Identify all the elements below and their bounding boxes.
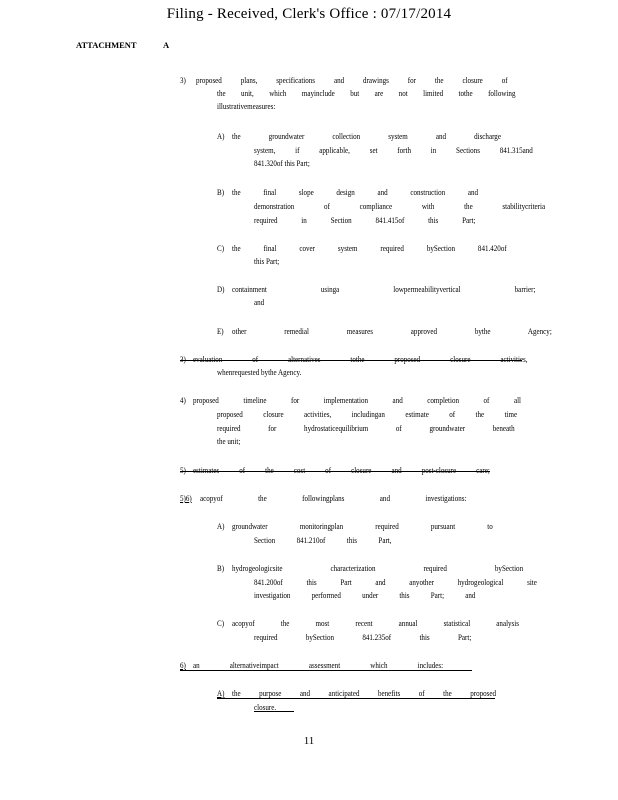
body-line: proposed plans, specifications and drawings for the closure of [196,75,508,85]
body-line: groundwater monitoringplan required pursuant to [232,521,493,531]
attachment-label: ATTACHMENT [76,40,137,50]
attachment-letter: A [163,40,170,50]
item-number: 5)6) [180,493,192,503]
body-line: system, if applicable, set forth in Sections 841.315and [254,145,533,155]
body-line: hydrogeologicsite characterization required bySection [232,563,524,573]
body-line: proposed timeline for implementation and completion of all [193,395,521,405]
body-line: this Part; [254,256,280,266]
strike-rule [180,471,490,472]
body-line: required in Section 841.415of this Part; [254,215,476,225]
body-line: 841.320of this Part; [254,158,310,168]
body-line: and [254,297,265,307]
body-line: Section 841.210of this Part, [254,535,392,545]
item-number: 3) [180,354,186,364]
item-letter: A) [217,521,225,531]
struck-line: estimates of the cost of closure and post-closure care; [193,465,490,475]
strike-rule [180,360,522,361]
body-line: whenrequested bythe Agency. [217,367,302,377]
body-line: required bySection 841.235of this Part; [254,632,472,642]
item-letter: C) [217,618,225,628]
body-line: the purpose and anticipated benefits of the proposed [232,688,497,698]
body-line: an alternativeimpact assessment which includes: [193,660,444,670]
item-letter: B) [217,187,225,197]
body-line: 841.200of this Part and anyother hydrogeological site [254,577,537,587]
body-line: demonstration of compliance with the stabilitycriteria [254,201,546,211]
struck-line: evaluation of alternatives tothe proposed closure activities, [193,354,528,364]
filing-header: Filing - Received, Clerk's Office : 07/17/2014 [166,6,452,22]
body-line: the groundwater collection system and discharge [232,131,501,141]
item-number: 6) [180,660,186,670]
body-line: proposed closure activities, includingan estimate of the time [217,409,518,419]
body-line: containment usinga lowpermeabilityvertical barrier; [232,284,536,294]
item-letter: D) [217,284,225,294]
item-letter: C) [217,243,225,253]
item-letter: E) [217,326,224,336]
body-line: the final cover system required bySection 841.420of [232,243,507,253]
body-line: investigation performed under this Part; and [254,590,476,600]
underline-rule [254,711,294,712]
body-line: acopyof the followingplans and investigations: [200,493,467,503]
body-line: the unit, which mayinclude but are not limited tothe following [217,88,516,98]
body-line: required for hydrostaticequilibrium of groundwater beneath [217,423,515,433]
body-line: other remedial measures approved bythe Agency; [232,326,552,336]
item-number: 5) [180,465,186,475]
body-line: the unit; [217,436,241,446]
underline-rule [180,670,472,671]
page-number: 11 [303,735,315,747]
body-line: the final slope design and construction and [232,187,478,197]
item-number: 3) [180,75,186,85]
body-line: closure. [254,702,277,712]
item-letter: A) [217,688,225,698]
underline-rule [217,698,495,699]
item-number: 4) [180,395,186,405]
body-line: acopyof the most recent annual statistical analysis [232,618,519,628]
body-line: illustrativemeasures: [217,101,276,111]
item-letter: A) [217,131,225,141]
item-letter: B) [217,563,225,573]
